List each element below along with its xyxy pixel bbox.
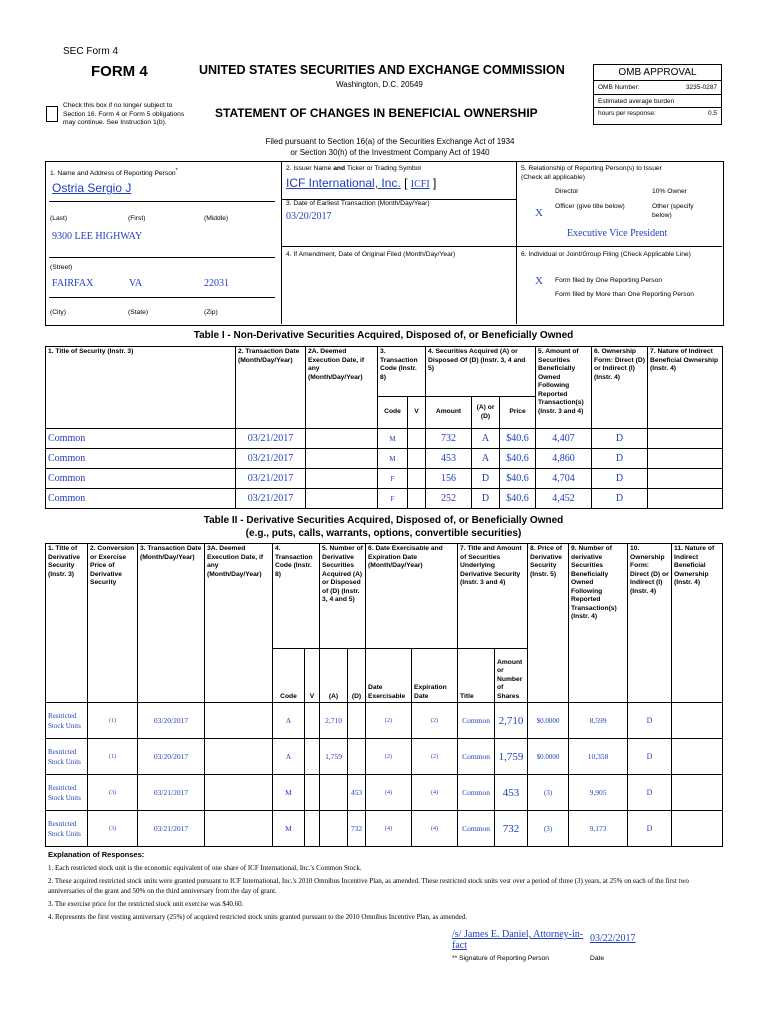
t2-cell-ushares: 453 [495,775,528,811]
t1-cell-code: M [378,429,408,449]
t2-cell-price: $0.0000 [528,703,569,739]
t2-cell-code: A [273,703,305,739]
agency-address: Washington, D.C. 20549 [336,80,423,89]
one-person-label: Form filed by One Reporting Person [555,277,663,284]
form-title: FORM 4 [91,63,148,80]
officer-title-value: Executive Vice President [567,228,668,239]
t1-cell-v [408,429,426,449]
t2-cell-conv: (1) [88,739,138,775]
t2-cell-code: A [273,739,305,775]
other-label: Other (specify below) [652,203,694,219]
t1-sub-v: V [408,397,426,429]
t1-cell-ad: D [472,489,500,509]
ten-pct-label: 10% Owner [652,188,687,195]
t1-cell-ad: A [472,449,500,469]
t2-cell-owned: 10,358 [569,739,628,775]
city-value: FAIRFAX [52,278,94,289]
amendment-label: 4. If Amendment, Date of Original Filed (Month/Day/Year) [286,251,456,258]
t1-col-nature: 7. Nature of Indirect Beneficial Ownership (Instr. 4) [648,347,723,429]
t2-sub-v: V [305,649,320,703]
more-person-label: Form filed by More than One Reporting Person [555,291,695,298]
t1-row [46,489,723,509]
t2-cell-price: (3) [528,811,569,847]
relationship-label: 5. Relationship of Reporting Person(s) to Issuer [521,165,662,172]
t1-cell-v [408,469,426,489]
officer-label: Officer (give title below) [555,203,625,210]
date-label: Date [590,955,605,962]
issuer-ticker: ICFI [410,179,430,190]
t1-cell-deemed [306,469,378,489]
t1-sub-amount: Amount [426,397,472,429]
t1-cell-ad: D [472,469,500,489]
t1-cell-deemed [306,489,378,509]
t2-cell-code: M [273,811,305,847]
t1-col-date: 2. Transaction Date (Month/Day/Year) [236,347,306,429]
earliest-date-label: 3. Date of Earliest Transaction (Month/Day/Year) [286,200,430,207]
t2-cell-exp: (2) [412,739,458,775]
t1-cell-amount: 252 [426,489,472,509]
t2-col-conv: 2. Conversion or Exercise Price of Derivative Security [88,544,138,703]
t1-cell-owned: 4,452 [536,489,592,509]
relationship-sub: (Check all applicable) [521,174,585,181]
t1-cell-price: $40.6 [500,449,536,469]
t2-cell-ushares: 2,710 [495,703,528,739]
t2-col-price: 8. Price of Derivative Security (Instr. 5) [528,544,569,703]
t1-cell-form: D [592,429,648,449]
t2-cell-date: 03/20/2017 [138,703,205,739]
zip-value: 22031 [204,278,229,289]
t1-cell-title: Common [46,489,236,509]
t2-sub-a: (A) [320,649,348,703]
t1-col-deemed: 2A. Deemed Execution Date, if any (Month/Day/Year) [306,347,378,429]
t2-cell-utitle: Common [458,811,495,847]
t1-row [46,469,723,489]
t2-cell-ushares: 1,759 [495,739,528,775]
t2-cell-ushares: 732 [495,811,528,847]
footnote-2: 2. These acquired restricted stock units were granted pursuant to ICF International, Inc.'s 2010 Omnibus Incentive Plan, as amended. These restricted stock units vest over a period of three (3) years, at 25% on each of the first two anniversaries of the grant and 50% on the third anniversary from the day of grant. [48,877,689,895]
omb-number-label: OMB Number: [598,84,640,91]
t1-cell-amount: 453 [426,449,472,469]
t1-cell-form: D [592,469,648,489]
t2-cell-title: Restricted Stock Units [46,775,88,811]
t2-col-deemed: 3A. Deemed Execution Date, if any (Month/Day/Year) [205,544,273,703]
filed-pursuant-line2: or Section 30(h) of the Investment Company Act of 1940 [290,148,490,157]
t2-col-owned: 9. Number of derivative Securities Beneficially Owned Following Reported Transaction(s) (Instr. 4) [569,544,628,703]
t2-col-underlying: 7. Title and Amount of Securities Underlying Derivative Security (Instr. 3 and 4) [458,544,528,649]
table1-title: Table I - Non-Derivative Securities Acquired, Disposed of, or Beneficially Owned [193,330,574,341]
agency-title: UNITED STATES SECURITIES AND EXCHANGE COMMISSION [199,63,565,77]
t2-cell-nature [672,775,723,811]
t2-cell-ex: (4) [366,775,412,811]
t2-cell-d: 453 [348,775,366,811]
t1-cell-title: Common [46,449,236,469]
t2-cell-date: 03/21/2017 [138,775,205,811]
footnote-1: 1. Each restricted stock unit is the economic equivalent of one share of ICF International, Inc.'s Common Stock. [48,864,362,872]
t2-cell-form: D [628,703,672,739]
t1-cell-owned: 4,860 [536,449,592,469]
t1-cell-v [408,449,426,469]
filed-pursuant-line1: Filed pursuant to Section 16(a) of the Securities Exchange Act of 1934 [265,137,515,146]
t2-cell-a [320,775,348,811]
t2-cell-ex: (4) [366,811,412,847]
t2-cell-title: Restricted Stock Units [46,703,88,739]
t1-cell-owned: 4,407 [536,429,592,449]
omb-box [593,64,722,125]
reporting-person-name: Ostria Sergio J [52,181,132,195]
t2-sub-code: Code [273,649,305,703]
t1-cell-form: D [592,489,648,509]
t1-cell-v [408,489,426,509]
last-label: (Last) [50,215,68,222]
no-longer-subject-checkbox[interactable] [46,106,58,122]
omb-title: OMB APPROVAL [594,65,721,81]
checkbox-text: Check this box if no longer subject to Section 16. Form 4 or Form 5 obligations may continue. See Instruction 1(b). [63,102,185,126]
zip-label: (Zip) [204,309,218,316]
t2-cell-utitle: Common [458,739,495,775]
t2-cell-utitle: Common [458,775,495,811]
t2-cell-d [348,703,366,739]
t1-cell-owned: 4,704 [536,469,592,489]
t1-cell-nature [648,429,723,449]
street-label: (Street) [50,264,73,271]
t2-cell-d: 732 [348,811,366,847]
t2-cell-nature [672,703,723,739]
t1-cell-nature [648,489,723,509]
issuer-name: ICF International, Inc. [286,176,401,190]
issuer-name-row: ICF International, Inc. [ ICFI ] [286,176,437,190]
t1-sub-ad: (A) or (D) [472,397,500,429]
t2-cell-nature [672,739,723,775]
t2-cell-conv: (1) [88,703,138,739]
t2-cell-exp: (4) [412,811,458,847]
t2-cell-v [305,739,320,775]
t1-sub-code: Code [378,397,408,429]
t2-cell-form: D [628,811,672,847]
t2-cell-ex: (2) [366,703,412,739]
t1-cell-title: Common [46,469,236,489]
omb-hours-row [594,107,721,117]
earliest-date-value: 03/20/2017 [286,211,332,222]
t1-col-acquired: 4. Securities Acquired (A) or Disposed Of (D) (Instr. 3, 4 and 5) [426,347,536,397]
t1-cell-code: M [378,449,408,469]
middle-label: (Middle) [204,215,229,222]
t1-cell-deemed [306,449,378,469]
issuer-label: 2. Issuer Name and Ticker or Trading Symbol [286,165,421,172]
t2-cell-price: (3) [528,775,569,811]
t2-cell-v [305,811,320,847]
t2-col-title: 1. Title of Derivative Security (Instr. 3) [46,544,88,703]
t1-cell-date: 03/21/2017 [236,429,306,449]
t1-cell-date: 03/21/2017 [236,449,306,469]
omb-hours-label: hours per response: [598,110,656,117]
t2-cell-exp: (2) [412,703,458,739]
t2-sub-date-ex: Date Exercisable [366,649,412,703]
t2-cell-deemed [205,811,273,847]
t1-cell-nature [648,469,723,489]
t2-row [46,739,723,775]
omb-number-row [594,81,721,91]
footnote-3: 3. The exercise price for the restricted stock unit exercise was $40.60. [48,900,244,908]
t1-row [46,449,723,469]
t1-cell-title: Common [46,429,236,449]
t2-cell-conv: (3) [88,811,138,847]
table2 [45,543,723,847]
t2-col-date: 3. Transaction Date (Month/Day/Year) [138,544,205,703]
t2-cell-a [320,811,348,847]
t2-cell-a: 2,710 [320,703,348,739]
t2-col-form: 10. Ownership Form: Direct (D) or Indirect (I) (Instr. 4) [628,544,672,703]
t2-sub-shares: Amount or Number of Shares [495,649,528,703]
t2-cell-deemed [205,703,273,739]
t1-cell-code: F [378,469,408,489]
t2-col-exercisable: 6. Date Exercisable and Expiration Date (Month/Day/Year) [366,544,458,649]
t1-cell-amount: 156 [426,469,472,489]
first-label: (First) [128,215,146,222]
t2-cell-d [348,739,366,775]
t2-cell-a: 1,759 [320,739,348,775]
city-label: (City) [50,309,66,316]
t2-cell-title: Restricted Stock Units [46,811,88,847]
t2-cell-conv: (3) [88,775,138,811]
t2-cell-exp: (4) [412,775,458,811]
t2-cell-form: D [628,775,672,811]
t2-cell-ex: (2) [366,739,412,775]
t2-cell-price: $0.0000 [528,739,569,775]
t1-cell-ad: A [472,429,500,449]
explanation-title: Explanation of Responses: [48,850,145,859]
officer-mark[interactable]: X [535,207,543,219]
sec-form-label: SEC Form 4 [63,46,119,57]
t1-cell-price: $40.6 [500,489,536,509]
t1-cell-deemed [306,429,378,449]
t1-cell-price: $40.6 [500,429,536,449]
t2-col-code: 4. Transaction Code (Instr. 8) [273,544,320,649]
t2-cell-owned: 9,905 [569,775,628,811]
t2-row [46,703,723,739]
t1-col-title: 1. Title of Security (Instr. 3) [46,347,236,429]
t2-cell-owned: 9,173 [569,811,628,847]
t2-cell-v [305,703,320,739]
statement-title: STATEMENT OF CHANGES IN BENEFICIAL OWNERSHIP [215,106,538,120]
omb-burden-label: Estimated average burden [594,94,721,105]
t2-cell-nature [672,811,723,847]
t2-sub-title: Title [458,649,495,703]
t1-cell-nature [648,449,723,469]
t1-col-owned: 5. Amount of Securities Beneficially Owned Following Reported Transaction(s) (Instr. 3 and 4) [536,347,592,429]
street-value: 9300 LEE HIGHWAY [52,231,143,242]
t2-sub-d: (D) [348,649,366,703]
reporting-person-label: 1. Name and Address of Reporting Person* [50,168,178,178]
signature-value: /s/ James E. Daniel, Attorney-in-fact [452,929,584,951]
t2-row [46,811,723,847]
t2-cell-title: Restricted Stock Units [46,739,88,775]
t2-cell-owned: 8,599 [569,703,628,739]
state-label: (State) [128,309,149,316]
table1 [45,346,723,509]
table2-subtitle: (e.g., puts, calls, warrants, options, convertible securities) [245,528,522,539]
table2-title: Table II - Derivative Securities Acquired, Disposed of, or Beneficially Owned [203,515,564,526]
t1-col-form: 6. Ownership Form: Direct (D) or Indirect (I) (Instr. 4) [592,347,648,429]
signature-date: 03/22/2017 [590,933,636,944]
footnote-4: 4. Represents the first vesting anniversary (25%) of acquired restricted stock units granted pursuant to the 2010 Omnibus Incentive Plan, as amended. [48,913,468,921]
t2-cell-form: D [628,739,672,775]
t2-cell-deemed [205,775,273,811]
t1-cell-date: 03/21/2017 [236,469,306,489]
t2-cell-utitle: Common [458,703,495,739]
t2-cell-v [305,775,320,811]
t1-col-code: 3. Transaction Code (Instr. 8) [378,347,426,397]
filing-mark[interactable]: X [535,275,543,287]
director-label: Director [555,188,579,195]
omb-number-value: 3235-0287 [685,84,717,91]
t1-sub-price: Price [500,397,536,429]
t1-cell-amount: 732 [426,429,472,449]
signature-label: ** Signature of Reporting Person [452,955,550,962]
t2-cell-code: M [273,775,305,811]
state-value: VA [129,278,143,289]
t2-cell-date: 03/20/2017 [138,739,205,775]
t2-sub-exp: Expiration Date [412,649,458,703]
t2-row [46,775,723,811]
t2-cell-date: 03/21/2017 [138,811,205,847]
t1-row [46,429,723,449]
t1-cell-form: D [592,449,648,469]
t2-col-nature: 11. Nature of Indirect Beneficial Ownership (Instr. 4) [672,544,723,703]
t1-cell-code: F [378,489,408,509]
omb-hours-value: 0.5 [707,110,717,117]
t2-col-number: 5. Number of Derivative Securities Acquired (A) or Disposed of (D) (Instr. 3, 4 and 5) [320,544,366,649]
filing-label: 6. Individual or Joint/Group Filing (Check Applicable Line) [521,251,691,258]
t1-cell-price: $40.6 [500,469,536,489]
t2-cell-deemed [205,739,273,775]
t1-cell-date: 03/21/2017 [236,489,306,509]
